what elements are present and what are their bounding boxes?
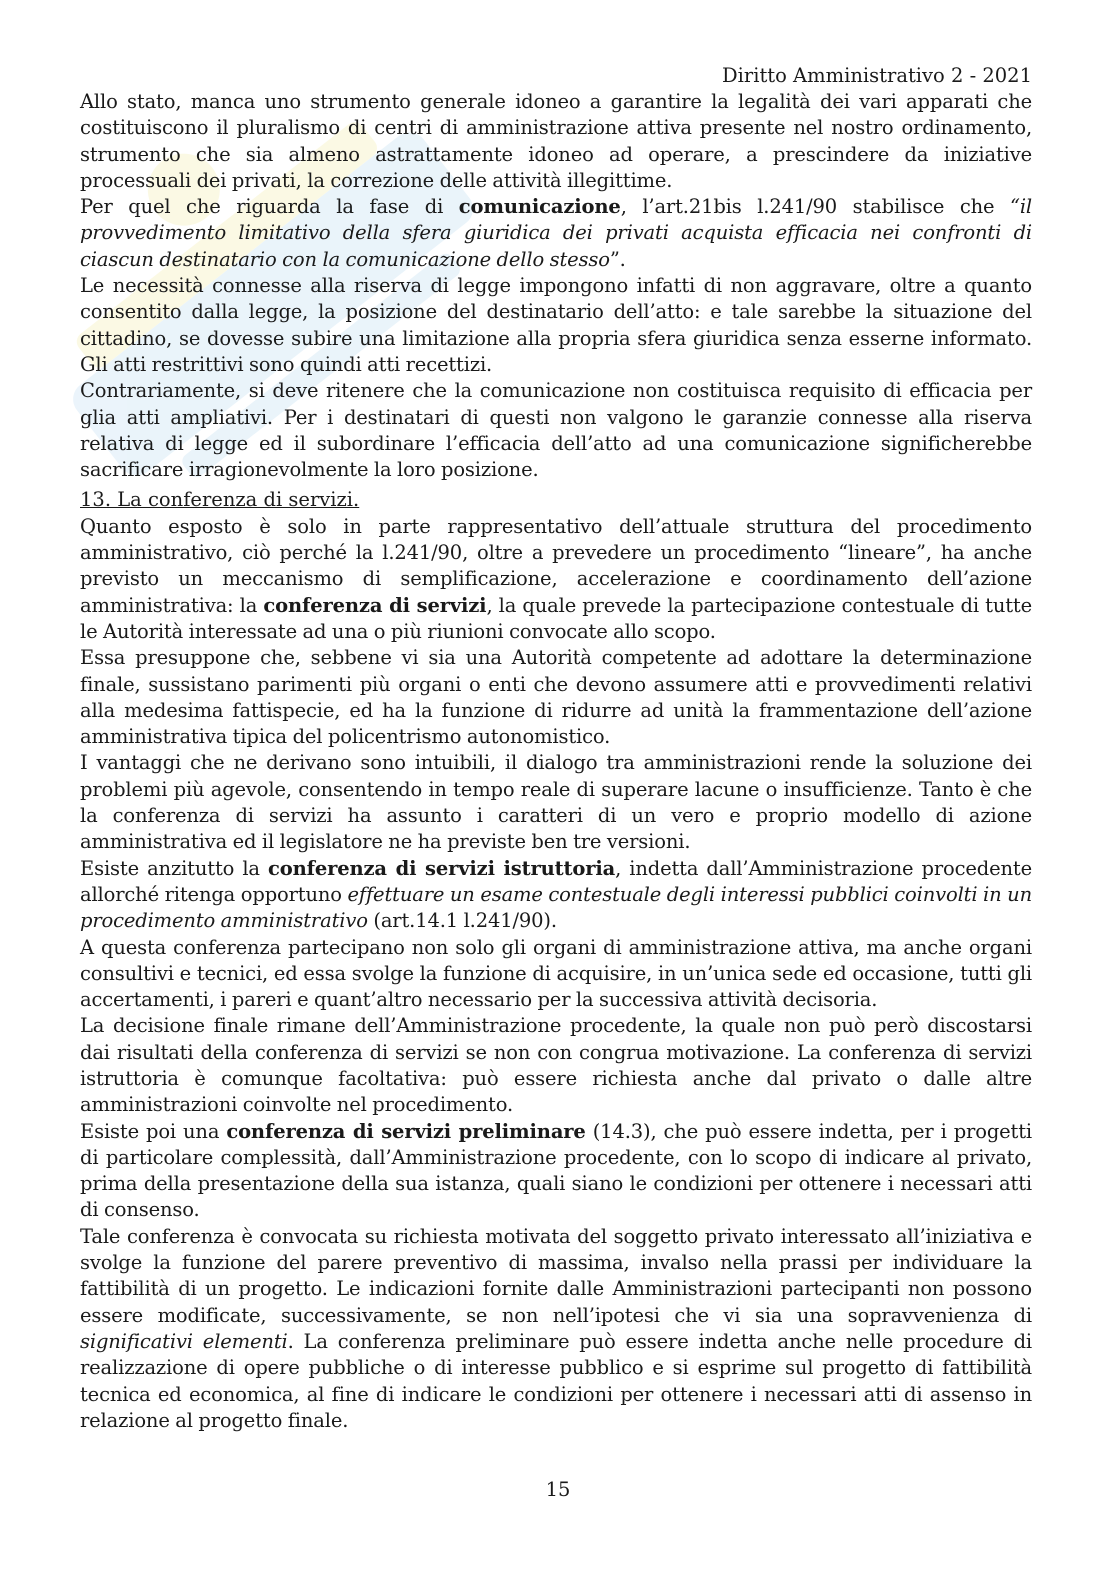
bold-term: conferenza di servizi [263, 593, 487, 617]
italic-phrase: effettuare un esame contestuale degli interessi pubblici coinvolti in un procedimento amministrativo [80, 882, 1032, 933]
text-run: Tale conferenza è convocata su richiesta motivata del soggetto privato interessato all’iniziativa e svolge la funzione del parere preventivo di massima, invalso nella prassi per individuare la fattibilità di un progetto. Le indicazioni fornite dalle Amministrazioni partecipanti non possono essere modificate, successivamente, se non nell’ipotesi che vi sia una sopravvenienza di [80, 1224, 1032, 1327]
text-run: , la quale prevede la partecipazione contestuale di tutte le Autorità interessate ad una o più riunioni convocate allo scopo. [80, 593, 1033, 643]
paragraph: Contrariamente, si deve ritenere che la comunicazione non costituisca requisito di efficacia per glia atti ampliativi. Per i destinatari di questi non valgono le garanzie connesse alla riserva relativa di legge ed il subordinare l’efficacia dell’atto ad una comunicazione significherebbe sacrificare irragionevolmente la loro posizione. [80, 379, 1032, 482]
text-run: ”. [609, 247, 626, 271]
running-header: Diritto Amministrativo 2 - 2021 [722, 64, 1032, 87]
paragraph: La decisione finale rimane dell’Amministrazione procedente, la quale non può però discostarsi dai risultati della conferenza di servizi se non con congrua motivazione. La conferenza di servizi istruttoria è comunque facoltativa: può essere richiesta anche dal privato o dalle altre amministrazioni coinvolte nel procedimento. [80, 1014, 1032, 1117]
italic-quote: “il provvedimento limitativo della sfera giuridica dei privati acquista efficacia nei confronti di ciascun destinatario con la comunicazione dello stesso [80, 195, 1033, 271]
text-run: Esiste poi una [80, 1119, 227, 1143]
text-run: , indetta dall’Amministrazione procedente allorché ritenga opportuno [80, 856, 1032, 906]
paragraph: Allo stato, manca uno strumento generale idoneo a garantire la legalità dei vari apparati che costituiscono il pluralismo di centri di amministrazione attiva presente nel nostro ordinamento, strumento che sia almeno astrattamente idoneo ad operare, a prescindere da iniziative processuali dei privati, la correzione delle attività illegittime. [80, 90, 1032, 192]
paragraph [80, 1224, 1032, 1434]
text-run: Quanto esposto è solo in parte rappresentativo dell’attuale struttura del procedimento amministrativo, ciò perché la l.241/90, oltre a prevedere un procedimento “lineare”, ha anche previsto un meccanismo di semplificazione, accelerazione e coordinamento dell’azione amministrativa: la [80, 514, 1032, 617]
section-heading: 13. La conferenza di servizi. [80, 488, 360, 512]
bold-term: conferenza di servizi preliminare [226, 1119, 586, 1143]
text-run: Per quel che riguarda la fase di [80, 195, 459, 219]
italic-phrase: significativi elementi [80, 1329, 288, 1353]
bold-term: conferenza di servizi istruttoria [267, 856, 616, 880]
text-run: Esiste anzitutto la [80, 856, 268, 880]
document-page [80, 62, 1032, 1434]
page-number: 15 [545, 1478, 571, 1501]
paragraph [80, 1119, 1032, 1224]
text-run: , l’art.21bis l.241/90 stabilisce che [620, 195, 1011, 219]
paragraph [80, 514, 1032, 645]
bold-term: comunicazione [458, 195, 621, 219]
text-run: (art.14.1 l.241/90). [367, 909, 557, 933]
paragraph: A questa conferenza partecipano non solo gli organi di amministrazione attiva, ma anche organi consultivi e tecnici, ed essa svolge la funzione di acquisire, in un’unica sede ed occasione, tutti gli accertamenti, i pareri e quant’altro necessario per la successiva attività decisoria. [80, 935, 1032, 1012]
text-run: (14.3), che può essere indetta, per i progetti di particolare complessità, dall’Amministrazione procedente, con lo scopo di indicare al privato, prima della presentazione della sua istanza, quali siano le condizioni per ottenere i necessari atti di consenso. [80, 1119, 1033, 1222]
text-run: . La conferenza preliminare può essere indetta anche nelle procedure di realizzazione di opere pubbliche o di interesse pubblico e si esprime sul progetto di fattibilità tecnica ed economica, al fine di indicare le condizioni per ottenere i necessari atti di assenso in relazione al progetto finale. [80, 1329, 1032, 1432]
paragraph: I vantaggi che ne derivano sono intuibili, il dialogo tra amministrazioni rende la soluzione dei problemi più agevole, consentendo in tempo reale di superare lacune o insufficienze. Tanto è che la conferenza di servizi ha assunto i caratteri di un vero e proprio modello di azione amministrativa ed il legislatore ne ha previste ben tre versioni. [80, 751, 1032, 854]
paragraph [80, 856, 1032, 935]
paragraph [80, 194, 1032, 273]
paragraph: Essa presuppone che, sebbene vi sia una Autorità competente ad adottare la determinazione finale, sussistano parimenti più organi o enti che devono assumere atti e provvedimenti relativi alla medesima fattispecie, ed ha la funzione di ridurre ad unità la frammentazione dell’azione amministrativa tipica del policentrismo autonomistico. [80, 646, 1032, 749]
paragraph: Le necessità connesse alla riserva di legge impongono infatti di non aggravare, oltre a quanto consentito dalla legge, la posizione del destinatario dell’atto: e tale sarebbe la situazione del cittadino, se dovesse subire una limitazione alla propria sfera giuridica senza esserne informato. Gli atti restrittivi sono quindi atti recettizi. [80, 274, 1032, 376]
